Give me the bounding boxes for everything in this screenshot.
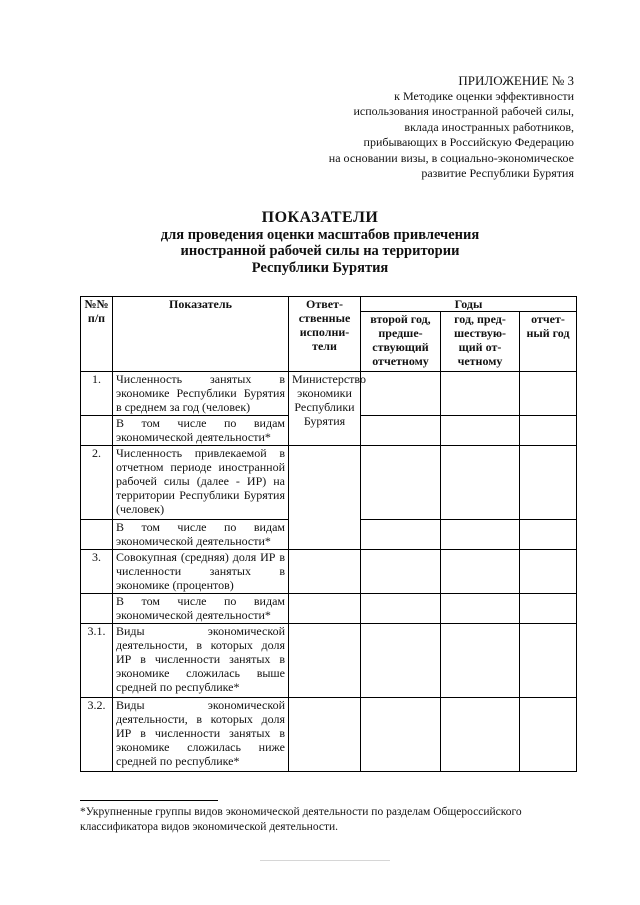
row-indicator: Виды экономической деятельности, в которых доля ИР в численности занятых в экономике сложилась выше средней по республике*: [113, 624, 289, 698]
value-cell: [520, 594, 577, 624]
value-cell: [520, 372, 577, 416]
row-number: [81, 416, 113, 446]
value-cell: [361, 698, 441, 772]
value-cell: [361, 624, 441, 698]
responsible-empty-cell: [289, 550, 361, 594]
value-cell: [520, 520, 577, 550]
responsible-empty-cell: [289, 446, 361, 550]
value-cell: [520, 416, 577, 446]
responsible-empty-cell: [289, 594, 361, 624]
row-indicator: Численность привлекаемой в отчетном периоде иностранной рабочей силы (далее - ИР) на территории Республики Бурятия (человек): [113, 446, 289, 520]
appendix-line: вклада иностранных работников,: [404, 119, 574, 134]
responsible-cell: Министерство экономики Республики Бурятия: [289, 372, 361, 446]
row-number: 2.: [81, 446, 113, 520]
header-indicator: Показатель: [113, 297, 289, 372]
title-sub-line: для проведения оценки масштабов привлечения: [160, 226, 480, 243]
row-number: 3.: [81, 550, 113, 594]
footnote: *Укрупненные группы видов экономической деятельности по разделам Общероссийского классификатора видов экономической деятельности.: [80, 806, 522, 833]
row-indicator: Виды экономической деятельности, в которых доля ИР в численности занятых в экономике сложилась ниже средней по республике*: [113, 698, 289, 772]
value-cell: [520, 698, 577, 772]
value-cell: [441, 520, 520, 550]
title-sub-line: Республики Бурятия: [251, 259, 389, 276]
value-cell: [441, 698, 520, 772]
row-indicator: Совокупная (средняя) доля ИР в численности занятых в экономике (процентов): [113, 550, 289, 594]
row-number: 3.2.: [81, 698, 113, 772]
appendix-line: развитие Республики Бурятия: [421, 166, 574, 180]
value-cell: [520, 550, 577, 594]
header-years: Годы: [361, 297, 577, 312]
header-year-prev: год, пред-шествую-щий от-четному: [441, 312, 520, 372]
value-cell: [520, 446, 577, 520]
row-indicator: В том числе по видам экономической деятельности*: [113, 520, 289, 550]
value-cell: [361, 372, 441, 416]
title-main: ПОКАЗАТЕЛИ: [261, 209, 379, 226]
appendix-line: на основании визы, в социально-экономическое: [328, 150, 574, 165]
row-number: [81, 520, 113, 550]
value-cell: [441, 416, 520, 446]
document-title: [100, 210, 540, 276]
appendix-line: прибывающих в Российскую Федерацию: [363, 135, 574, 149]
header-responsible: Ответ-ственные исполни-тели: [289, 297, 361, 372]
value-cell: [441, 594, 520, 624]
value-cell: [361, 550, 441, 594]
value-cell: [361, 520, 441, 550]
value-cell: [361, 416, 441, 446]
responsible-empty-cell: [289, 624, 361, 698]
header-year-second: второй год, предше-ствующий отчетному: [361, 312, 441, 372]
appendix-block: [254, 73, 574, 182]
value-cell: [441, 372, 520, 416]
table-row: [81, 372, 577, 416]
value-cell: [441, 624, 520, 698]
value-cell: [361, 594, 441, 624]
table-row: [81, 446, 577, 520]
value-cell: [361, 446, 441, 520]
row-number: 3.1.: [81, 624, 113, 698]
table-row: [81, 698, 577, 772]
row-number: [81, 594, 113, 624]
value-cell: [441, 446, 520, 520]
responsible-empty-cell: [289, 698, 361, 772]
table-row: [81, 594, 577, 624]
header-year-report: отчет-ный год: [520, 312, 577, 372]
header-num: №№ п/п: [81, 297, 113, 372]
indicators-table: [80, 296, 577, 772]
row-indicator: В том числе по видам экономической деятельности*: [113, 416, 289, 446]
row-indicator: В том числе по видам экономической деятельности*: [113, 594, 289, 624]
appendix-heading: ПРИЛОЖЕНИЕ № 3: [458, 73, 574, 88]
table-row: [81, 550, 577, 594]
page-bottom-divider: [260, 860, 390, 861]
footnote-divider: [80, 800, 218, 801]
appendix-line: к Методике оценки эффективности: [394, 88, 574, 103]
value-cell: [520, 624, 577, 698]
row-indicator: Численность занятых в экономике Республики Бурятия в среднем за год (человек): [113, 372, 289, 416]
value-cell: [441, 550, 520, 594]
appendix-line: использования иностранной рабочей силы,: [353, 104, 574, 118]
table-row: [81, 624, 577, 698]
row-number: 1.: [81, 372, 113, 416]
title-sub-line: иностранной рабочей силы на территории: [180, 243, 460, 259]
